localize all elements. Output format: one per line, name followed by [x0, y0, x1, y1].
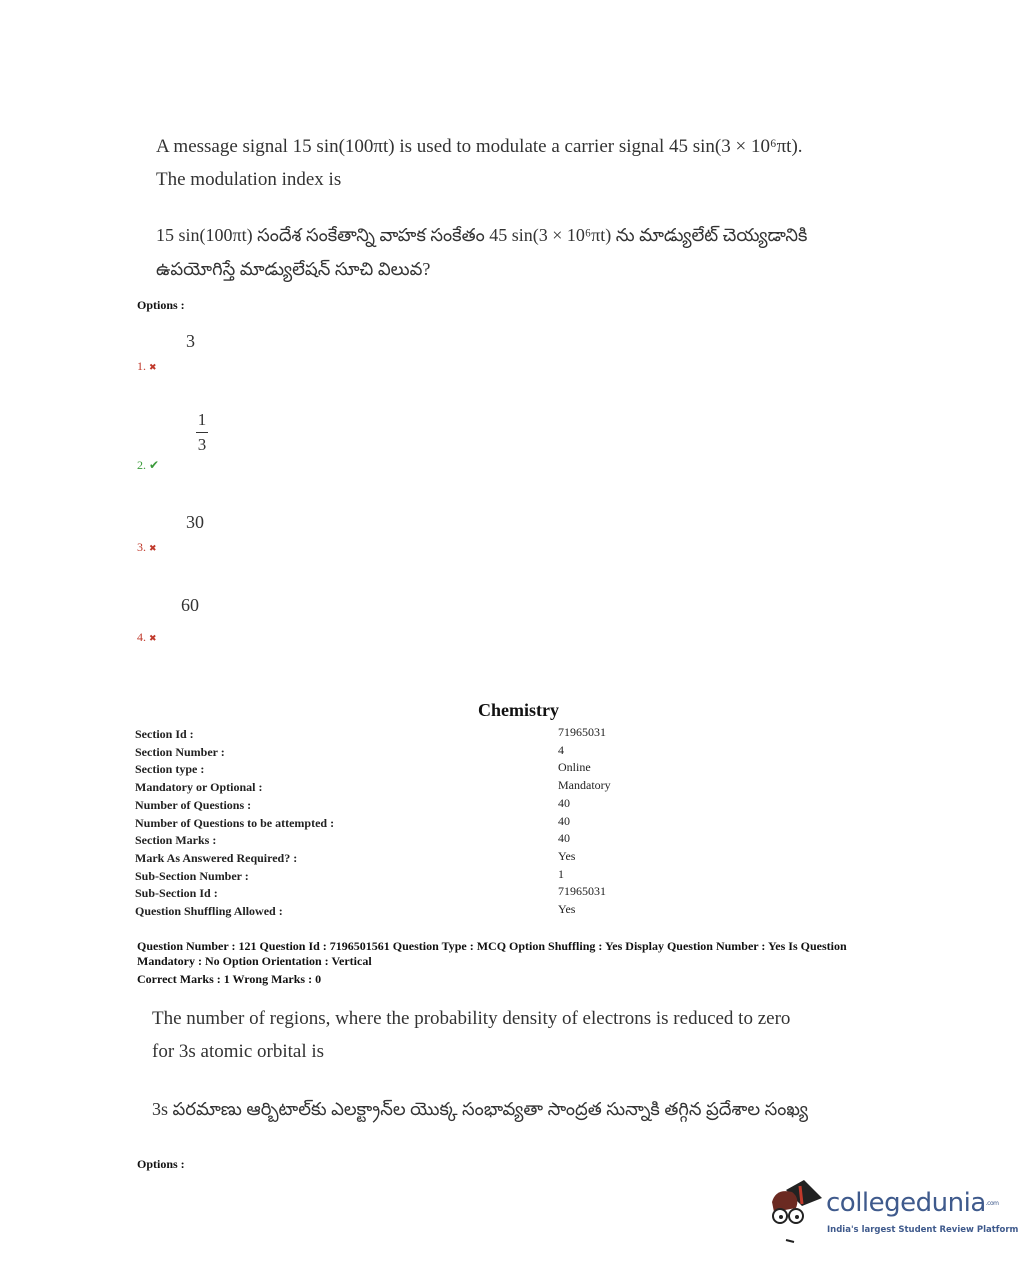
option-2-fraction: [196, 410, 208, 455]
detail-label: Section Id :: [135, 727, 194, 741]
detail-value: Online: [558, 760, 591, 775]
detail-value: Yes: [558, 902, 576, 916]
detail-value: 1: [558, 866, 564, 881]
option-4-number: 4.: [137, 630, 146, 644]
option-3-number: 3.: [137, 540, 146, 554]
detail-value: 4: [558, 742, 564, 757]
section-detail-row: [135, 867, 655, 885]
cross-icon: ✖: [149, 543, 157, 553]
detail-value: Yes: [558, 848, 576, 863]
question-telugu-line-1: 15 sin(100πt) సందేశ సంకేతాన్ని వాహక సంకేతం 45 sin(3 × 10⁶πt) ను మాడ్యులేట్ చెయ్యడానికి: [156, 225, 808, 245]
question-2-text-line-1: The number of regions, where the probability density of electrons is reduced to zero: [152, 1008, 791, 1029]
fraction-denominator: 3: [197, 435, 207, 454]
section-detail-row: [135, 743, 655, 761]
detail-label: Number of Questions to be attempted :: [135, 815, 335, 830]
mascot-icon: [766, 1178, 828, 1246]
options-label-2: Options :: [137, 1157, 185, 1171]
question-telugu-line-2: ఉపయోగిస్తే మాడ్యులేషన్ సూచి విలువ?: [156, 259, 431, 279]
detail-label: Number of Questions :: [135, 797, 252, 812]
option-1-value: 3: [186, 331, 195, 351]
section-detail-row: [135, 902, 655, 920]
section-detail-row: [135, 849, 655, 867]
detail-value: 40: [558, 813, 570, 828]
logo-tagline: India's largest Student Review Platform: [827, 1225, 1019, 1235]
cross-icon: ✖: [149, 362, 157, 372]
question-2-text-line-2: for 3s atomic orbital is: [152, 1041, 325, 1062]
section-detail-row: [135, 831, 655, 849]
detail-label: Sub-Section Number :: [135, 868, 249, 883]
section-detail-row: [135, 725, 655, 743]
question-text-line-1: A message signal 15 sin(100πt) is used to modulate a carrier signal 45 sin(3 × 10⁶πt).: [156, 136, 803, 157]
cross-icon: ✖: [149, 633, 157, 643]
detail-label: Question Shuffling Allowed :: [135, 904, 283, 918]
detail-label: Section Marks :: [135, 833, 217, 848]
detail-label: Section type :: [135, 762, 205, 777]
detail-label: Section Number :: [135, 744, 225, 759]
detail-value: 40: [558, 795, 570, 810]
detail-value: Mandatory: [558, 778, 611, 793]
fraction-bar: [196, 432, 208, 433]
option-1-number: 1.: [137, 359, 146, 373]
check-icon: ✔: [149, 458, 160, 472]
section-detail-row: [135, 796, 655, 814]
fraction-numerator: 1: [197, 410, 207, 429]
options-label: Options :: [137, 298, 185, 312]
section-detail-row: [135, 760, 655, 778]
option-1: [137, 359, 157, 374]
detail-value: 40: [558, 831, 570, 846]
option-3: [137, 540, 157, 555]
detail-value: 71965031: [558, 884, 606, 899]
detail-label: Sub-Section Id :: [135, 886, 218, 901]
logo-name: collegedunia.com: [826, 1188, 999, 1218]
option-2-number: 2.: [137, 458, 146, 472]
option-4-value: 60: [181, 595, 199, 615]
section-detail-row: [135, 884, 655, 902]
detail-label: Mark As Answered Required? :: [135, 850, 298, 865]
collegedunia-logo: [766, 1178, 1019, 1248]
section-detail-row: [135, 778, 655, 796]
option-3-value: 30: [186, 512, 204, 532]
section-detail-row: [135, 814, 655, 832]
question-text-line-2: The modulation index is: [156, 169, 342, 190]
question-2-telugu-line-1: 3s పరమాణు ఆర్బిటాల్‌కు ఎలక్ట్రాన్‌ల యొక్క సంభావ్యతా సాంద్రత సున్నాకి తగ్గిన ప్రదేశాల సంఖ్య: [152, 1099, 808, 1119]
detail-value: 71965031: [558, 725, 606, 739]
section-title: Chemistry: [478, 700, 559, 720]
option-4: [137, 630, 157, 645]
question-meta-line-1: Question Number : 121 Question Id : 7196501561 Question Type : MCQ Option Shuffling : Yes Display Question Number : Yes Is Question: [137, 939, 847, 953]
question-marks: Correct Marks : 1 Wrong Marks : 0: [137, 972, 322, 986]
question-meta-line-2: Mandatory : No Option Orientation : Vertical: [137, 954, 372, 968]
detail-label: Mandatory or Optional :: [135, 780, 263, 795]
option-2: [137, 458, 159, 473]
